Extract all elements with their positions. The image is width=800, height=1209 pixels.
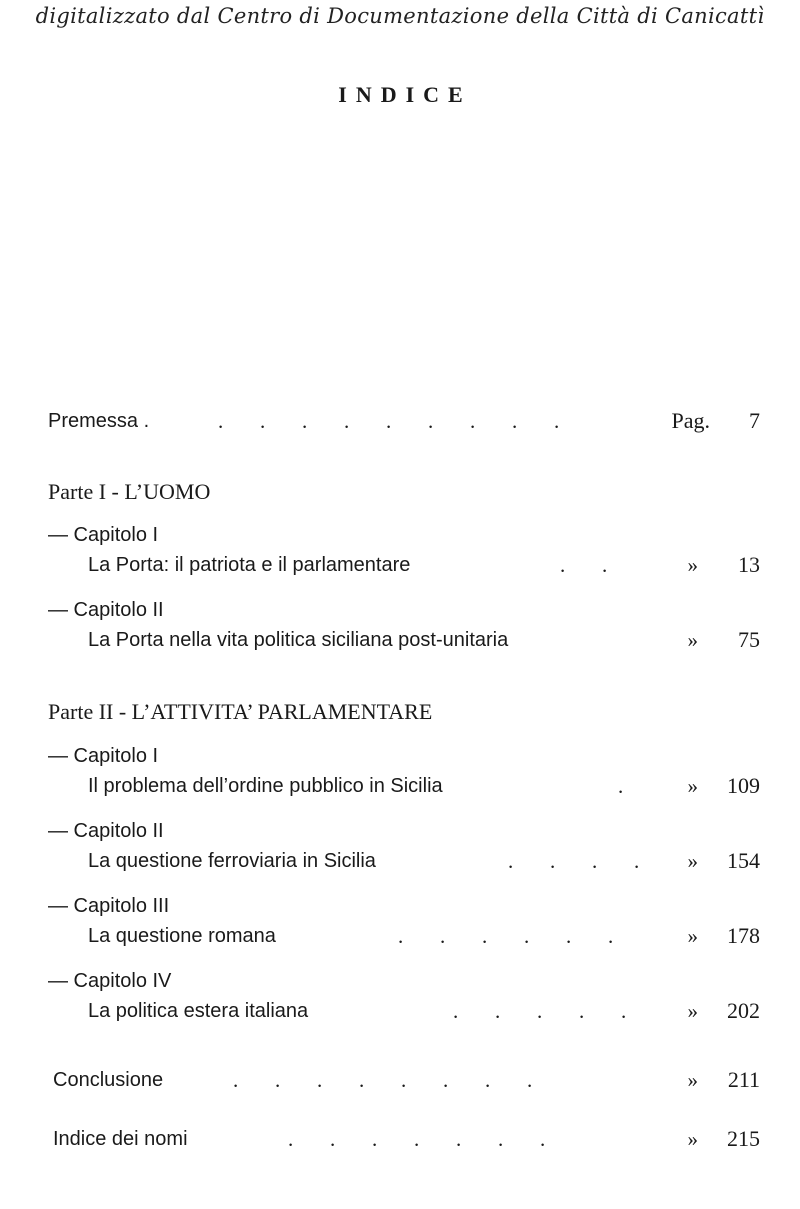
- page-title: INDICE: [338, 82, 472, 107]
- digitization-watermark: digitalizzato dal Centro di Documentazione della Città di Canicattì: [35, 4, 765, 28]
- chapter-caption: [48, 741, 760, 771]
- page-number: 215: [727, 1126, 760, 1151]
- chapter-caption: [48, 891, 760, 921]
- chapter-caption: [48, 816, 760, 846]
- ditto-mark: »: [687, 774, 698, 798]
- chapter-number: — Capitolo I: [48, 524, 159, 546]
- ditto-mark: »: [687, 849, 698, 873]
- chapter-caption: [48, 595, 760, 625]
- part-label: Parte II - L’ATTIVITA’ PARLAMENTARE: [48, 699, 433, 724]
- toc-entry-premessa: [48, 406, 760, 436]
- chapter-title: La questione romana: [88, 925, 276, 947]
- part-heading-1: [48, 477, 760, 507]
- chapter-number: — Capitolo II: [48, 820, 164, 842]
- entry-label: Indice dei nomi: [53, 1128, 188, 1150]
- dot-leader: .: [618, 774, 624, 798]
- toc-entry-chapter: [48, 771, 760, 801]
- ditto-mark: »: [687, 1127, 698, 1151]
- ditto-mark: »: [687, 553, 698, 577]
- page-number: 211: [727, 1067, 760, 1092]
- dot-leader: . .: [560, 553, 608, 577]
- ditto-mark: »: [687, 924, 698, 948]
- chapter-caption: [48, 520, 760, 550]
- dot-leader: . . . . . . . . .: [218, 409, 560, 433]
- ditto-mark: »: [687, 999, 698, 1023]
- chapter-number: — Capitolo I: [48, 745, 159, 767]
- page-number: 178: [727, 923, 760, 948]
- part-label: Parte I - L’UOMO: [48, 479, 211, 504]
- dot-leader: . . . . . . .: [288, 1127, 546, 1151]
- page-number: 75: [738, 627, 760, 652]
- chapter-number: — Capitolo II: [48, 599, 164, 621]
- dot-leader: . . . .: [508, 849, 640, 873]
- ditto-mark: »: [687, 1068, 698, 1092]
- page-number: 202: [727, 998, 760, 1023]
- dot-leader: . . . . . .: [398, 924, 614, 948]
- page-number: 109: [727, 773, 760, 798]
- chapter-number: — Capitolo III: [48, 895, 170, 917]
- dot-leader: . . . . .: [453, 999, 627, 1023]
- chapter-title: La questione ferroviaria in Sicilia: [88, 850, 376, 872]
- toc-entry-chapter: [48, 625, 760, 655]
- toc-entry-conclusione: [48, 1065, 760, 1095]
- chapter-number: — Capitolo IV: [48, 970, 172, 992]
- chapter-caption: [48, 966, 760, 996]
- dot-leader: . . . . . . . .: [233, 1068, 533, 1092]
- toc-entry-chapter: [48, 550, 760, 580]
- toc-entry-chapter: [48, 996, 760, 1026]
- part-heading-2: [48, 697, 760, 727]
- entry-label: Premessa .: [48, 410, 150, 432]
- page-number: 154: [727, 848, 760, 873]
- chapter-title: La Porta: il patriota e il parlamentare: [88, 554, 411, 576]
- chapter-title: La Porta nella vita politica siciliana post-unitaria: [88, 629, 509, 651]
- toc-entry-chapter: [48, 846, 760, 876]
- ditto-mark: »: [687, 628, 698, 652]
- page-prefix: Pag.: [671, 408, 710, 433]
- page-number: 13: [738, 552, 760, 577]
- chapter-title: La politica estera italiana: [88, 1000, 309, 1022]
- entry-label: Conclusione: [53, 1069, 164, 1091]
- toc-entry-chapter: [48, 921, 760, 951]
- page-number: 7: [749, 408, 760, 433]
- toc-entry-indice-nomi: [48, 1124, 760, 1154]
- chapter-title: Il problema dell’ordine pubblico in Sicilia: [88, 775, 443, 797]
